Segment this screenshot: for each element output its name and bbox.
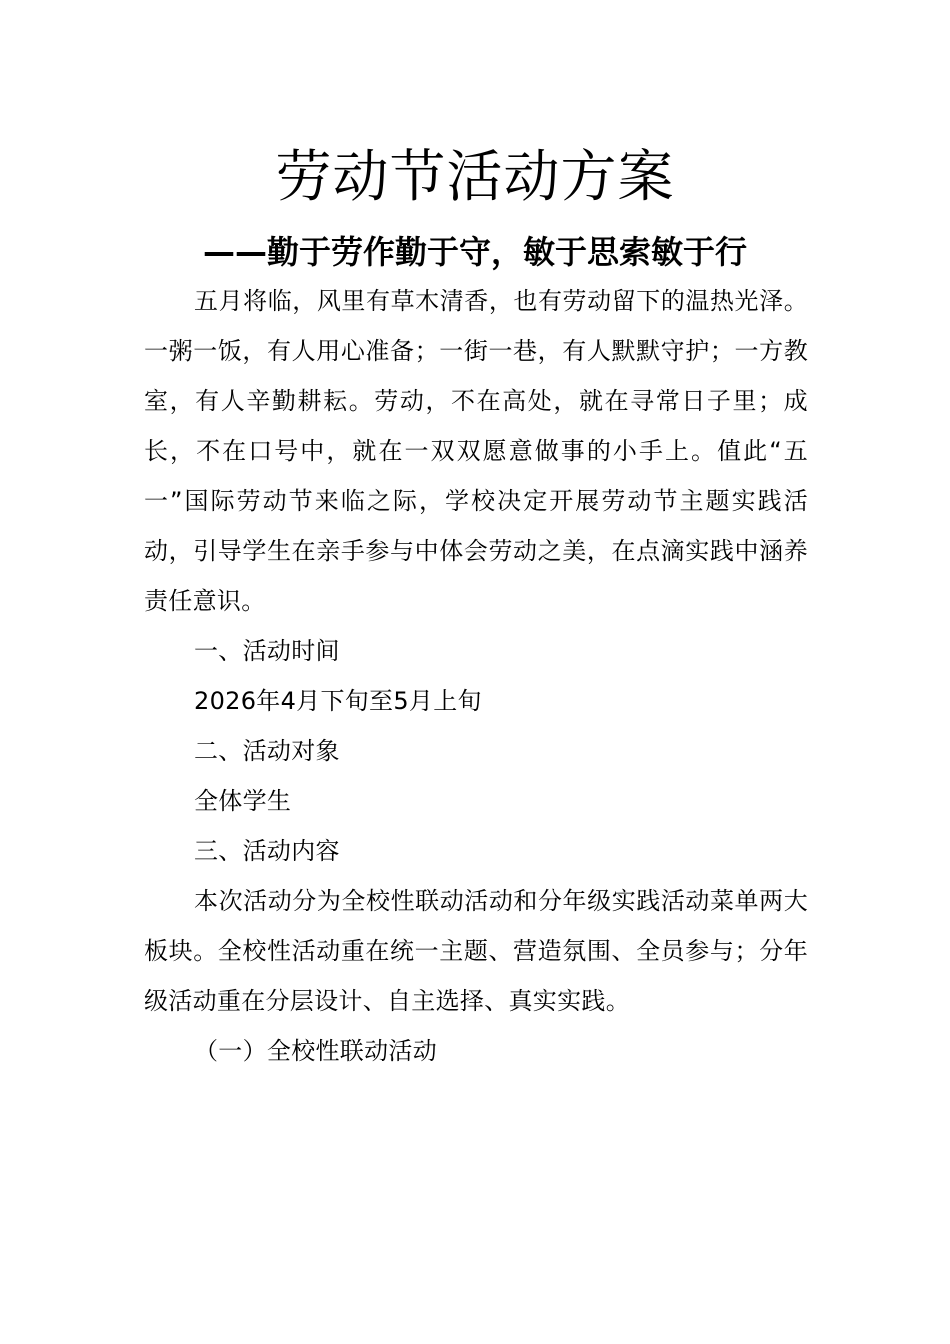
document-subtitle: ——勤于劳作勤于守，敏于思索敏于行 bbox=[202, 233, 747, 271]
section-heading-target: 二、活动对象 bbox=[194, 737, 340, 765]
section-text-time: 2026年4月下旬至5月上旬 bbox=[194, 687, 482, 715]
document-title: 劳动节活动方案 bbox=[275, 145, 675, 210]
subsection-heading-schoolwide: （一）全校性联动活动 bbox=[194, 1037, 437, 1065]
section-text-content: 本次活动分为全校性联动活动和分年级实践活动菜单两大板块。全校性活动重在统一主题、营造氛围、全员参与；分年级活动重在分层设计、自主选择、真实实践。 bbox=[144, 887, 808, 1015]
section-text-target: 全体学生 bbox=[194, 787, 292, 815]
intro-paragraph: 五月将临，风里有草木清香，也有劳动留下的温热光泽。一粥一饭，有人用心准备；一街一巷，有人默默守护；一方教室，有人辛勤耕耘。劳动，不在高处，就在寻常日子里；成长，不在口号中，就在一双双愿意做事的小手上。值此“五一”国际劳动节来临之际，学校决定开展劳动节主题实践活动，引导学生在亲手参与中体会劳动之美，在点滴实践中涵养责任意识。 bbox=[144, 287, 808, 615]
section-heading-content: 三、活动内容 bbox=[194, 837, 340, 865]
section-heading-time: 一、活动时间 bbox=[194, 637, 340, 665]
document-body bbox=[144, 276, 808, 1076]
